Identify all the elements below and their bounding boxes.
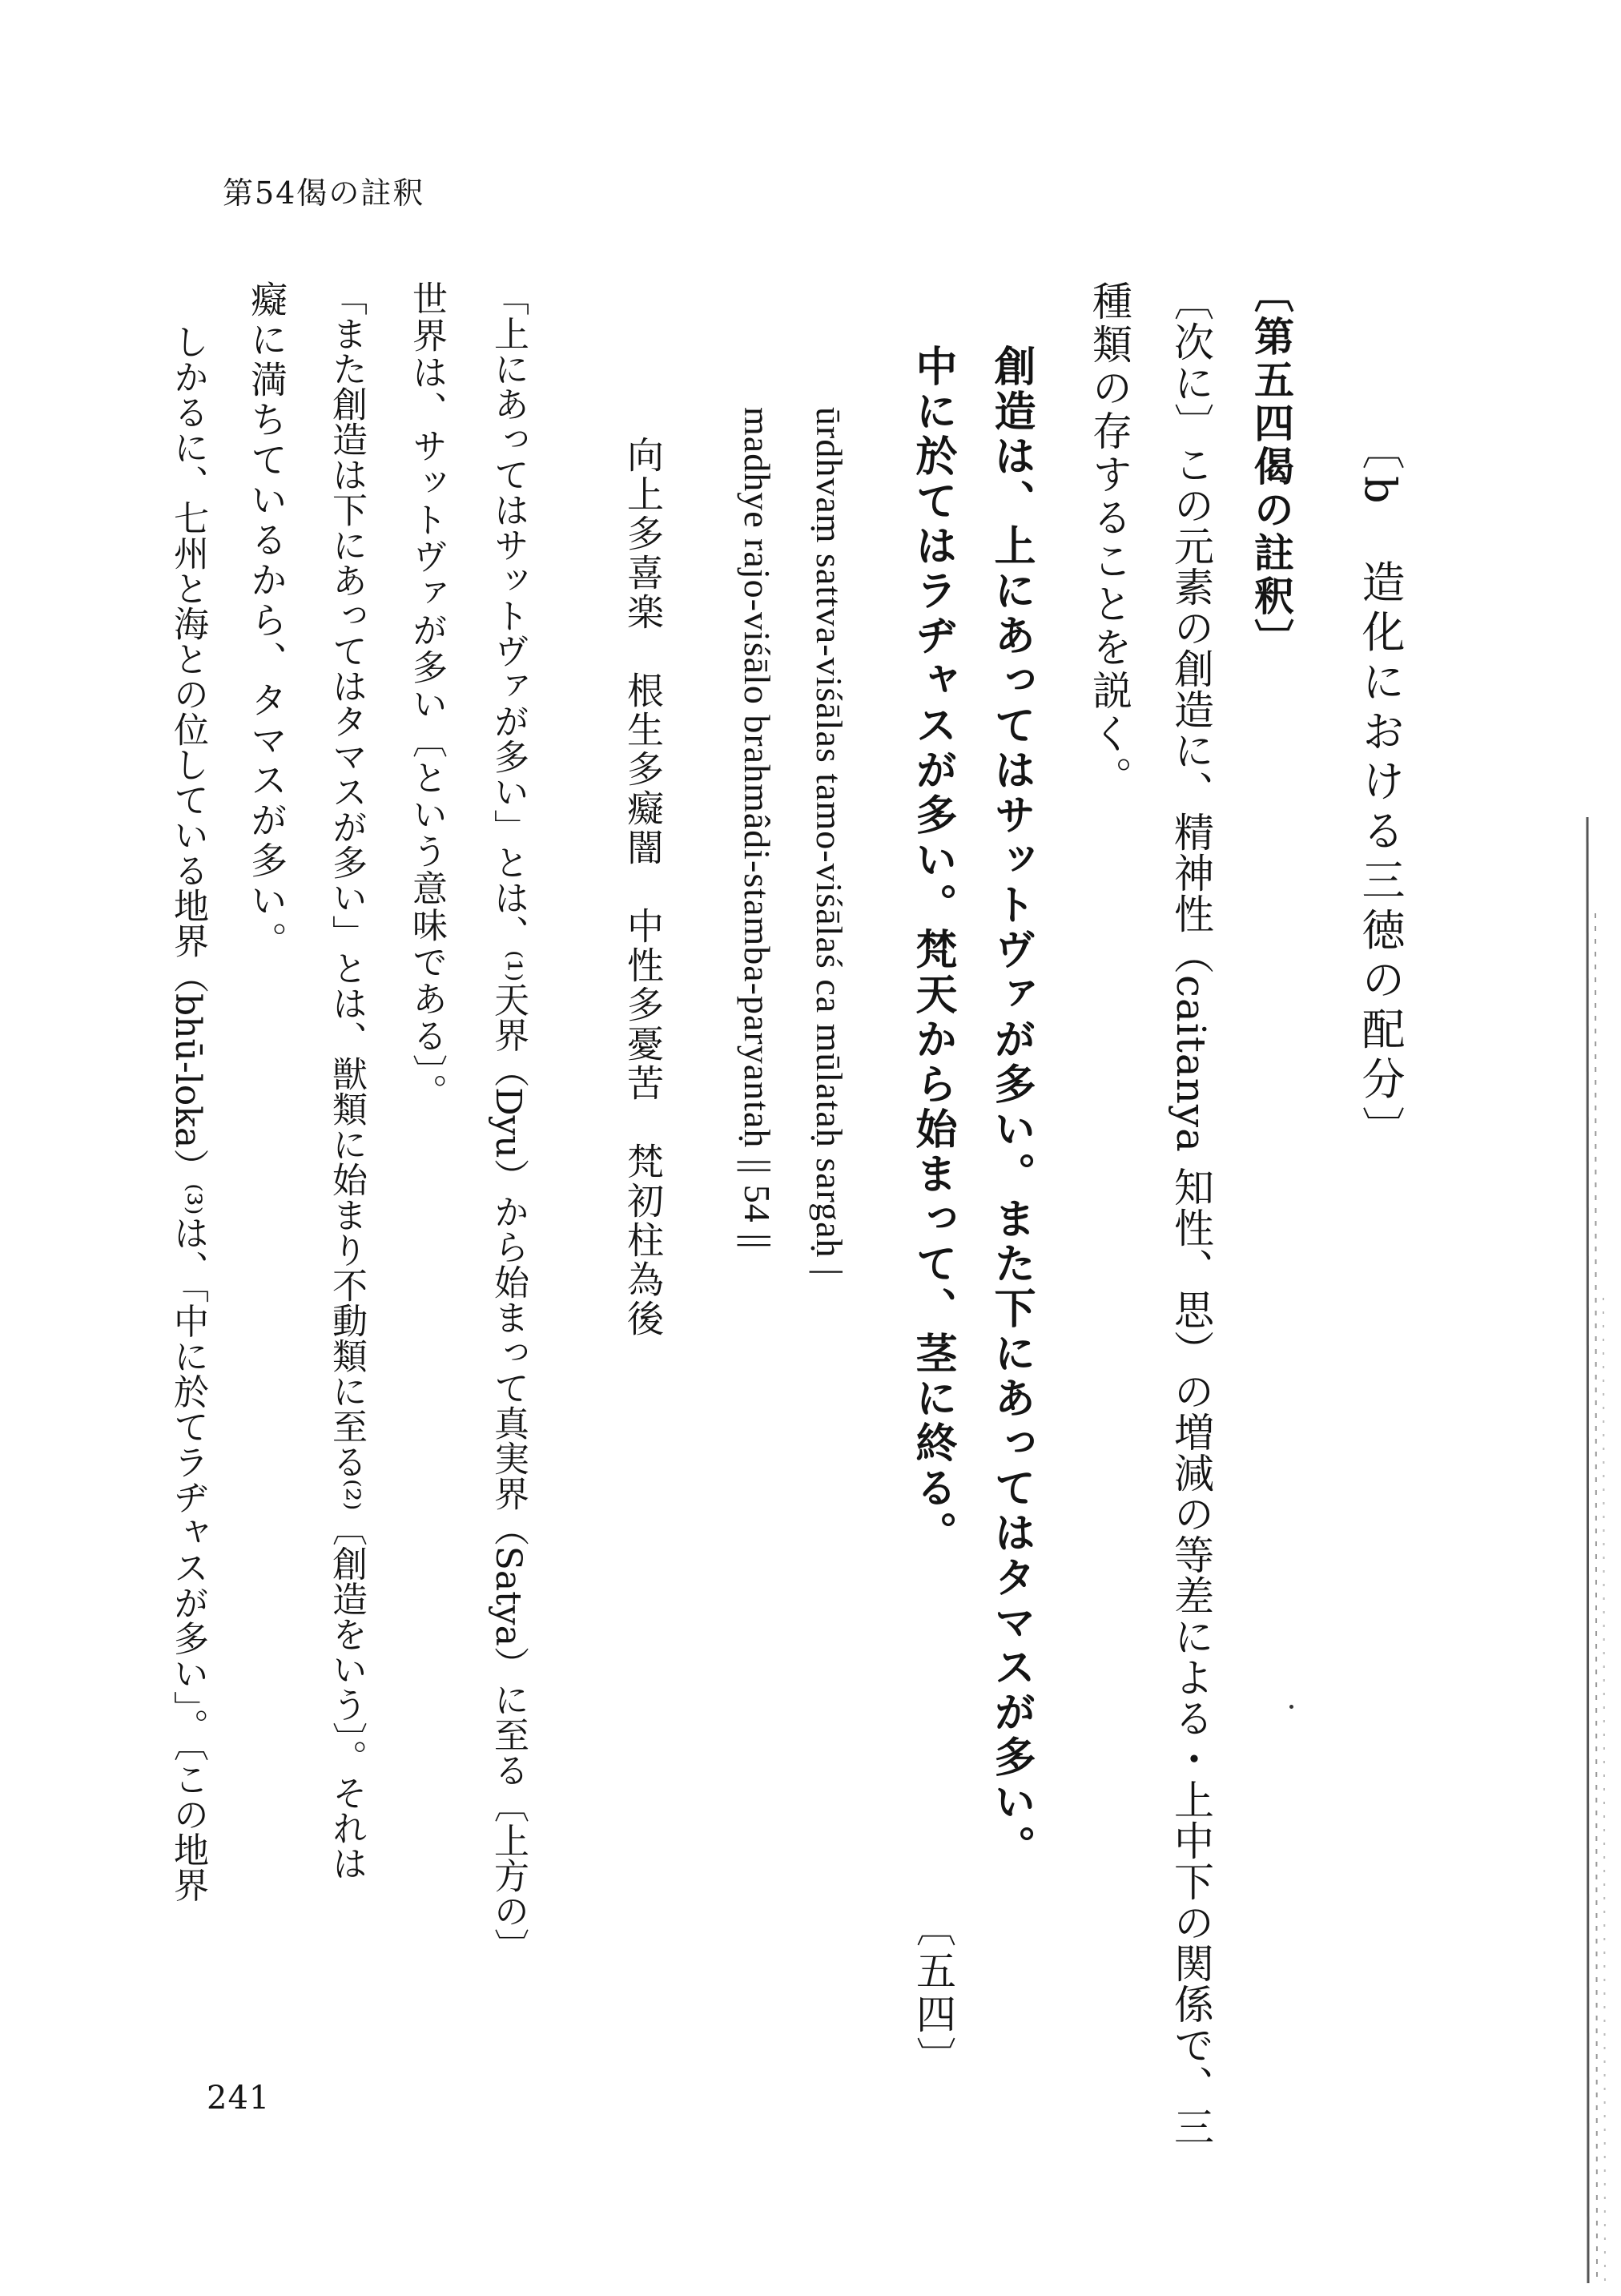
scan-speck (1289, 1705, 1293, 1709)
commentary-line-2: 世界は、サットヴァが多い〔という意味である〕。 (406, 280, 447, 1110)
binding-shadow (1571, 817, 1608, 2283)
commentary-heading: 〔第五四偈の註釈〕 (1248, 272, 1295, 662)
verse-translation-line-2: 中に於てはラヂャスが多い。梵天から始まって、茎に終る。 (908, 344, 957, 1556)
commentary-line-1: 「上にあってはサットヴァが多い」とは、⁽¹⁾天界（Dyu）から始まって真実界（Satya）に至る〔上方の〕 (488, 280, 529, 1964)
commentary-line-4: 癡に満ちているから、タマスが多い。 (245, 280, 288, 961)
chinese-verse: 向上多喜楽 根生多癡闇 中性多憂苦 梵初柱為後 (621, 436, 665, 1339)
page-number: 241 (207, 2080, 271, 2117)
running-head: 第54偈の註釈 (223, 175, 425, 211)
verse-number: 〔五四〕 (910, 1907, 956, 2080)
sanskrit-line-1: ūrdhvaṃ sattva-viśālas tamo-viśālaś ca mūlataḥ sargaḥ | (809, 407, 850, 1277)
verse-translation-line-1: 創造は、上にあってはサットヴァが多い。また下にあってはタマスが多い。 (987, 344, 1036, 1870)
intro-line-2: 種類の存することを説く。 (1086, 280, 1132, 800)
commentary-line-3: 「また創造は下にあってはタマスが多い」とは、獣類に始まり不動類に至る⁽²⁾〔創造をいう〕。それは (326, 280, 367, 1881)
sanskrit-line-2: madhye rajo-viśālo brahmâdi-stamba-paryantaḥ || 54 || (737, 407, 778, 1250)
commentary-line-5: しかるに、七州と海との位している地界（bhū-loka）⁽³⁾は、「中に於てラヂャスが多い」。〔この地界 (167, 324, 208, 1903)
section-heading: 〔b 造化における三徳の配分〕 (1355, 426, 1406, 1156)
intro-line-1: 〔次に〕この元素の創造に、精神性（caitanya 知性、思）の増減の等差による・上中下の関係で、三 (1168, 280, 1214, 2147)
